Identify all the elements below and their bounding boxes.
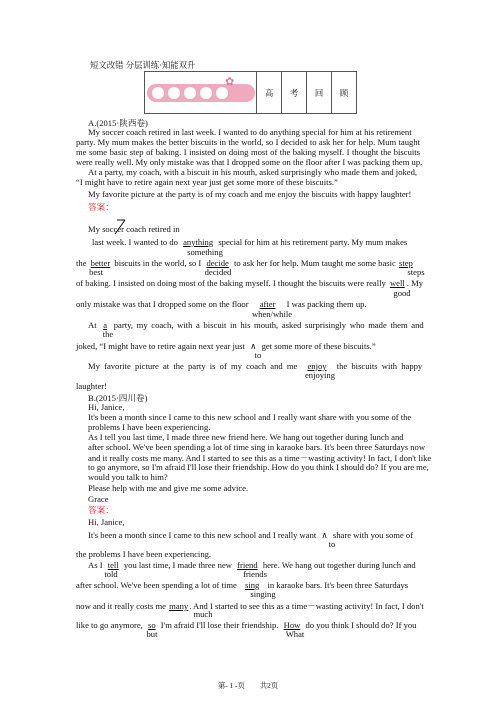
signature: Grace	[88, 494, 109, 504]
text-line: My soccer coach retired in last week. I wanted to do anything special for him at his retirement	[88, 127, 412, 137]
correction: enjoying	[304, 370, 336, 380]
error-word: many	[169, 601, 189, 611]
banner-cell: 考	[281, 72, 306, 113]
correction: decided	[204, 267, 232, 277]
answer-text: My favorite picture at the party is of my coach and me	[88, 361, 298, 371]
answer-text: I'm afraid I'll lose their friendship.	[160, 620, 279, 630]
answer-line	[76, 258, 414, 268]
answer-line	[76, 341, 376, 352]
answer-line	[76, 620, 416, 630]
answer-text: in karaoke bars. It's been three Saturdays	[267, 580, 409, 590]
answer-text: only mistake was that I dropped some on the floor	[76, 299, 249, 309]
banner-cells	[256, 72, 356, 113]
answer-line	[88, 320, 424, 330]
text-line: As I tell you last time, I made three new friend here. We hang out together during lunch and	[88, 432, 404, 442]
correction: much	[193, 609, 213, 619]
text-line: My favorite picture at the party is of my coach and me enjoy the biscuits with happy laughter!	[88, 189, 412, 199]
correction: good	[393, 288, 411, 298]
answer-line	[88, 530, 413, 541]
correction: steps	[407, 267, 425, 277]
text-line: Please help with me and give me some advice.	[88, 483, 249, 493]
text-line: party. My mum makes the better biscuits in the world, so I decided to ask her for help. Mum taught	[76, 137, 420, 147]
banner-cell: 回	[306, 72, 331, 113]
text-line: “I might have to retire again next year just get some more of these biscuits.”	[76, 177, 338, 187]
correction: to	[328, 539, 336, 549]
text-line: to go anymore, so I'm afraid I'll lose their friendship. How do you think I should do? If you are me,	[88, 462, 429, 472]
correction: but	[146, 629, 158, 639]
delete-mark-icon	[113, 218, 127, 236]
error-word: anything	[183, 237, 214, 247]
answer-text: As I	[88, 560, 103, 570]
answer-label: 答案：	[88, 505, 114, 515]
section-label: A.(2015·陕西卷)	[88, 118, 148, 128]
section-banner	[144, 71, 357, 114]
correction: told	[104, 569, 118, 579]
answer-text: here. We hang out together during lunch and	[262, 560, 416, 570]
insert-caret: ∧	[321, 530, 328, 540]
answer-text: My soccer coach retired i	[88, 224, 176, 234]
answer-text: of baking. I insisted on doing most of the baking myself. I thought the biscuits were really	[76, 278, 386, 288]
answer-text: It's been a month since I came to this new school and I really want	[88, 530, 317, 540]
error-word: after	[259, 299, 276, 309]
answer-text: share with you some of	[332, 530, 414, 540]
answer-text: At	[88, 320, 97, 330]
error-word: well	[389, 278, 405, 288]
text-line: problems I have been experiencing.	[88, 422, 211, 432]
page-footer: 第- 1 -页 共2页	[217, 681, 279, 690]
error-word: tell	[107, 560, 119, 570]
error-word: enjoy	[307, 361, 327, 371]
answer-label: 答案：	[88, 202, 114, 212]
answer-text: party, my coach, with a biscuit in his mouth, asked surprisingly who made them and	[113, 320, 424, 330]
text-line: me some basic step of baking. I insisted on doing most of the baking myself. I thought the biscuits	[76, 147, 420, 157]
text-line: after school. We've been spending a lot of time sing in karaoke bars. It's been three Saturdays now	[88, 442, 426, 452]
answer-line	[88, 224, 180, 234]
error-word: decide	[206, 258, 229, 268]
banner-cell: 高	[256, 72, 281, 113]
text-line: At a party, my coach, with a biscuit in his mouth, asked surprisingly who made them and joked,	[88, 167, 418, 177]
answer-text: after school. We've been spending a lot of time	[76, 580, 237, 590]
answer-text: like to go anymore,	[76, 620, 143, 630]
answer-text: you last time, I made three new	[123, 560, 232, 570]
error-word: better	[90, 258, 111, 268]
answer-text: biscuits in the world, so I	[114, 258, 202, 268]
answer-text: joked, “I might have to retire again next year just	[76, 341, 245, 351]
error-word: so	[147, 620, 156, 630]
section-label: B.(2015·四川卷)	[88, 393, 148, 403]
deleted-letter: n	[175, 224, 180, 234]
answer-text: do you think I should do? If you	[305, 620, 417, 630]
text-line: would you talk to him?	[88, 472, 168, 482]
correction: What	[285, 629, 305, 639]
answer-line: the problems I have been experiencing.	[76, 549, 212, 559]
answer-line	[76, 299, 367, 309]
greeting: Hi, Janice,	[88, 517, 125, 527]
correction: when/while	[251, 309, 293, 319]
answer-text: the biscuits with happy	[336, 361, 423, 371]
answer-text: get some more of these biscuits.”	[261, 341, 376, 351]
error-word: sing	[244, 580, 260, 590]
answer-text: to ask her for help. Mum taught me some basic	[234, 258, 396, 268]
correction: singing	[250, 589, 276, 599]
answer-text: I was packing them up.	[286, 299, 367, 309]
correction: best	[89, 267, 103, 277]
answer-text: the	[76, 258, 87, 268]
text-line: and it really costs me many. And I started to see this as a time－wasting activity! In fact, I don't like	[88, 453, 432, 463]
page-header: 短文改错 分层训练·知能双升	[90, 61, 196, 70]
answer-line: laughter!	[76, 381, 108, 391]
text-line: were really well. My only mistake was that I dropped some on the floor after I was packing them up.	[76, 157, 423, 167]
answer-line	[76, 278, 423, 288]
correction: to	[254, 350, 262, 360]
error-word: How	[283, 620, 301, 630]
answer-text: last week. I wanted to do	[92, 237, 178, 247]
correction: the	[102, 329, 114, 339]
answer-line	[88, 361, 422, 371]
correction: friends	[243, 569, 267, 579]
correction: something	[187, 247, 223, 257]
answer-text: special for him at his retirement party. My mum makes	[218, 237, 408, 247]
greeting: Hi, Janice,	[88, 402, 125, 412]
banner-decoration	[147, 84, 255, 102]
error-word: step	[399, 258, 413, 268]
banner-cell: 顾	[331, 72, 356, 113]
error-word: a	[103, 320, 108, 330]
error-word: friend	[237, 560, 258, 570]
answer-line	[92, 237, 407, 247]
answer-text: . And I started to see this as a time－wasting activity! In fact, I don't	[189, 601, 424, 611]
answer-text: now and it really costs me	[76, 601, 166, 611]
answer-line	[76, 600, 424, 612]
text-line: It's been a month since I came to this new school and I really want share with you some of the	[88, 412, 412, 422]
insert-caret: ∧	[250, 341, 257, 351]
flourish-icon: ✿	[225, 76, 235, 88]
answer-line	[76, 580, 408, 590]
answer-text: . My	[406, 278, 424, 288]
